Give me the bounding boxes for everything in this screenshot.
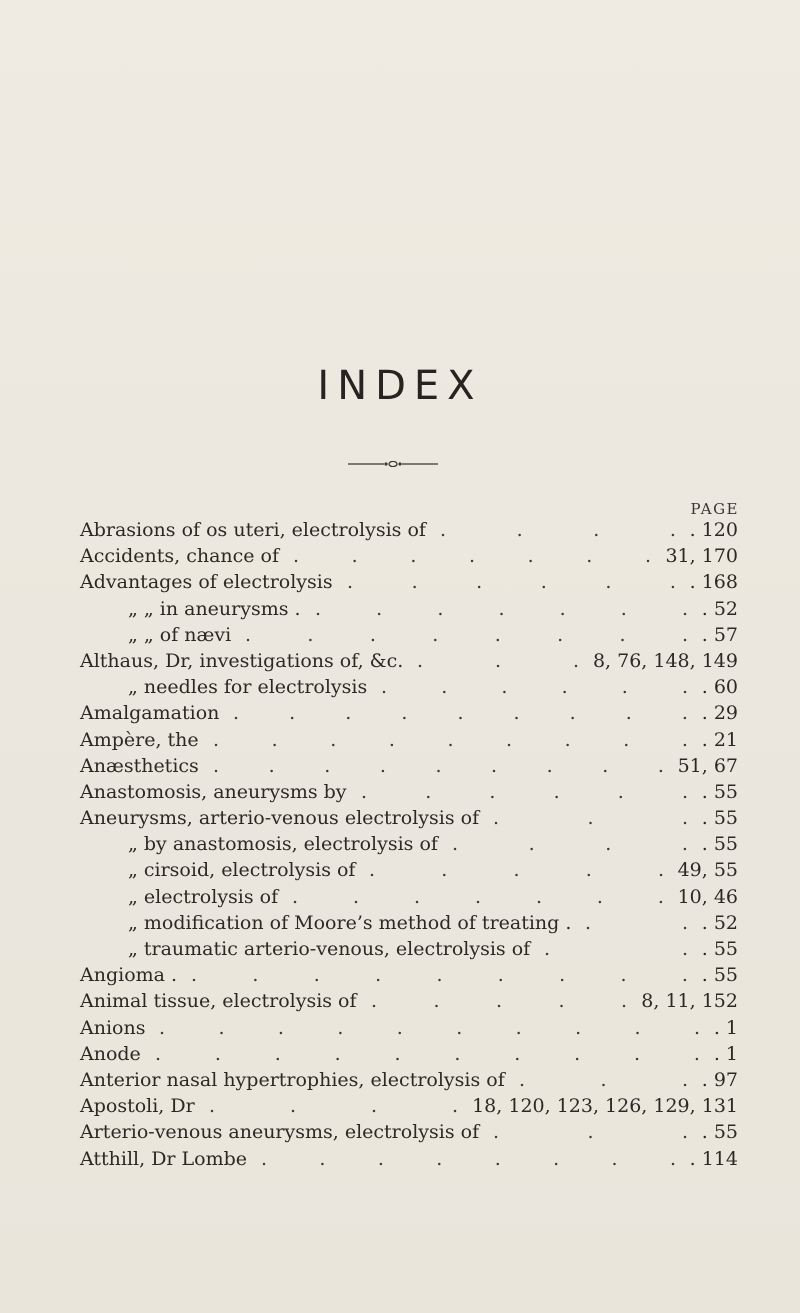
dot-leader: . . . . . . . . . . — [159, 1016, 700, 1039]
index-entry — [0, 596, 800, 622]
dot-leader: . . . . . — [369, 859, 664, 882]
entry-pages: . 55 — [701, 780, 738, 803]
dot-leader: . . . — [417, 649, 579, 672]
dot-leader: . . . . . . . . . — [191, 964, 688, 987]
index-entries — [0, 517, 800, 1172]
entry-pages: . 120 — [689, 519, 738, 541]
index-entry — [0, 1146, 800, 1172]
dot-leader: . . . — [493, 807, 688, 830]
entry-pages: . 55 — [701, 1121, 738, 1144]
dot-leader: . . . . . . — [361, 780, 688, 803]
index-entry — [0, 988, 800, 1014]
entry-text: Atthill, Dr Lombe — [80, 1147, 248, 1170]
index-entry — [0, 1119, 800, 1145]
entry-pages: 8, 76, 148, 149 — [592, 649, 738, 672]
index-entry — [0, 674, 800, 700]
entry-text: Amalgamation — [80, 702, 220, 725]
index-entry — [0, 569, 800, 595]
index-entry — [0, 1067, 800, 1093]
entry-pages: 10, 46 — [677, 885, 738, 908]
entry-pages: 18, 120, 123, 126, 129, 131 — [472, 1095, 738, 1118]
dot-leader: . . . . . — [371, 990, 627, 1013]
index-entry — [0, 884, 800, 910]
entry-pages: . 29 — [701, 702, 738, 725]
dot-leader: . . . . . . . — [293, 545, 651, 568]
entry-text: Anions — [80, 1016, 146, 1039]
entry-text: „ „ in aneurysms . — [128, 597, 301, 620]
dot-leader: . . — [585, 911, 688, 934]
entry-text: Animal tissue, electrolysis of — [80, 990, 357, 1013]
index-entry — [0, 831, 800, 857]
entry-pages: 51, 67 — [677, 754, 738, 777]
index-entry — [0, 727, 800, 753]
entry-text: „ needles for electrolysis — [128, 676, 368, 699]
entry-text: Anterior nasal hypertrophies, electrolysis of — [80, 1068, 505, 1091]
dot-leader: . . . . . . . . . — [213, 728, 688, 751]
entry-pages: . 55 — [701, 964, 738, 987]
dot-leader: . . . . . . . . . — [233, 702, 688, 725]
index-entry — [0, 805, 800, 831]
entry-pages: . 60 — [701, 676, 738, 699]
entry-pages: . 57 — [701, 623, 738, 646]
dot-leader: . . . . . . . . — [245, 623, 688, 646]
dot-leader: . . . . . . . . . — [213, 754, 664, 777]
entry-text: Aneurysms, arterio-venous electrolysis of — [80, 807, 480, 830]
entry-pages: . 55 — [701, 807, 738, 830]
entry-text: Arterio-venous aneurysms, electrolysis of — [80, 1121, 480, 1144]
index-entry — [0, 753, 800, 779]
entry-pages: . 21 — [701, 728, 738, 751]
index-entry — [0, 779, 800, 805]
entry-text: Anæsthetics — [80, 754, 199, 777]
entry-pages: . 114 — [689, 1147, 738, 1170]
index-entry — [0, 648, 800, 674]
entry-text: Angioma . — [80, 964, 178, 987]
dot-leader: . . — [544, 938, 688, 960]
entry-pages: . 97 — [701, 1068, 738, 1091]
index-entry — [0, 1015, 800, 1041]
entry-text: „ electrolysis of — [128, 885, 279, 908]
index-entry — [0, 857, 800, 883]
dot-leader: . . . . . . . . . . — [155, 1042, 700, 1065]
entry-pages: . 168 — [689, 571, 738, 594]
entry-text: „ modification of Moore’s method of treating . — [128, 911, 572, 934]
entry-pages: . 55 — [701, 833, 738, 856]
dot-leader: . . . . . . — [347, 571, 676, 594]
entry-text: „ by anastomosis, electrolysis of — [128, 833, 438, 856]
entry-text: Advantages of electrolysis — [80, 571, 333, 594]
entry-text: Apostoli, Dr — [80, 1095, 195, 1118]
entry-text: „ traumatic arterio-venous, electrolysis of — [128, 938, 531, 960]
entry-pages: 49, 55 — [677, 859, 738, 882]
page-column-label: PAGE — [690, 500, 739, 518]
entry-text: Anode — [80, 1042, 141, 1065]
entry-pages: . 55 — [701, 938, 738, 960]
index-entry — [0, 910, 800, 936]
index-entry — [0, 517, 800, 543]
index-entry — [0, 1041, 800, 1067]
entry-text: Abrasions of os uteri, electrolysis of — [80, 519, 426, 541]
dot-leader: . . . . — [452, 833, 688, 856]
entry-pages: . 52 — [701, 597, 738, 620]
dot-leader: . . . — [493, 1121, 688, 1144]
dot-leader: . . . . . . . — [315, 597, 688, 620]
dot-leader: . . . . . . . — [292, 885, 664, 908]
entry-pages: . 1 — [713, 1016, 738, 1039]
entry-pages: . 1 — [713, 1042, 738, 1065]
entry-text: „ „ of nævi — [128, 623, 232, 646]
entry-text: Ampère, the — [80, 728, 199, 751]
index-entry — [0, 962, 800, 988]
entry-text: Althaus, Dr, investigations of, &c. — [80, 649, 404, 672]
index-entry — [0, 936, 800, 962]
entry-text: Accidents, chance of — [80, 545, 280, 568]
index-entry — [0, 1093, 800, 1119]
entry-pages: 31, 170 — [665, 545, 738, 568]
index-entry — [0, 543, 800, 569]
entry-text: „ cirsoid, electrolysis of — [128, 859, 356, 882]
title-ornament — [348, 461, 438, 467]
index-entry — [0, 700, 800, 726]
dot-leader: . . . . — [209, 1095, 458, 1118]
dot-leader: . . . — [519, 1068, 688, 1091]
entry-text: Anastomosis, aneurysms by — [80, 780, 347, 803]
dot-leader: . . . . . . . . — [261, 1147, 676, 1170]
page-title: INDEX — [317, 363, 483, 409]
entry-pages: 8, 11, 152 — [641, 990, 738, 1013]
dot-leader: . . . . — [440, 519, 676, 541]
dot-leader: . . . . . . — [381, 676, 688, 699]
index-entry — [0, 622, 800, 648]
entry-pages: . 52 — [701, 911, 738, 934]
